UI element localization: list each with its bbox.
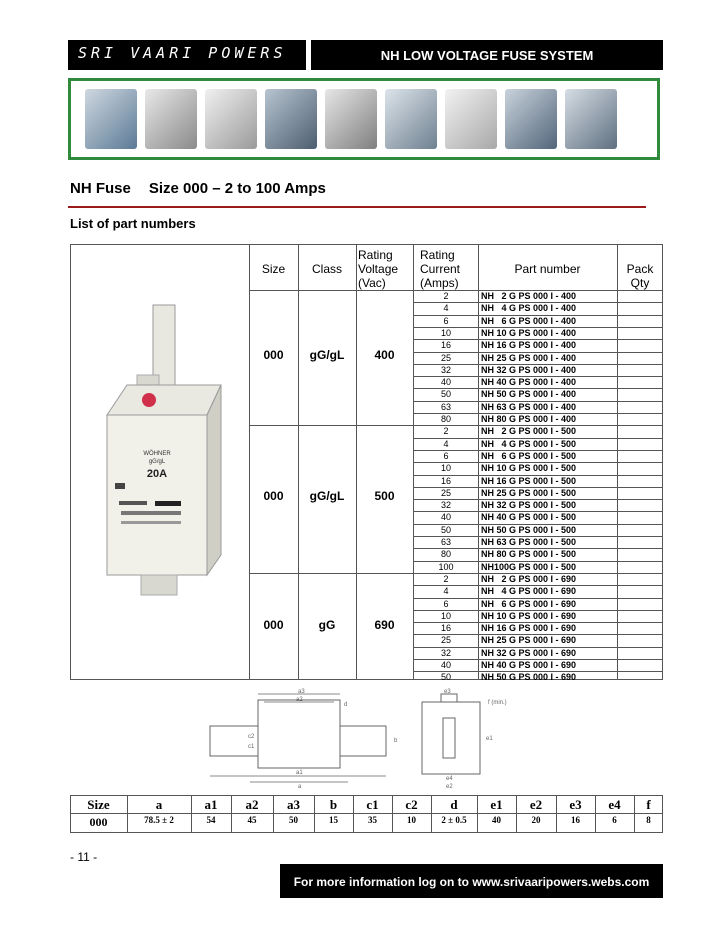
col-divider [356, 244, 357, 680]
dimension-value: 50 [289, 815, 298, 825]
current-cell: 10 [440, 463, 451, 474]
current-cell: 25 [440, 635, 451, 646]
current-cell: 40 [440, 512, 451, 523]
svg-text:e2: e2 [446, 784, 453, 790]
current-cell: 100 [438, 561, 454, 572]
current-cell: 50 [440, 672, 451, 683]
part-number-cell: NH 40 G PS 000 I - 400 [481, 377, 577, 388]
svg-text:d: d [344, 702, 348, 708]
dimension-value: 40 [492, 815, 501, 825]
part-number-cell: NH 2 G PS 000 I - 500 [481, 426, 577, 437]
part-number-cell: NH 63 G PS 000 I - 500 [481, 537, 577, 547]
part-number-cell: NH 32 G PS 000 I - 400 [481, 364, 577, 375]
dimension-header: c2 [405, 797, 418, 812]
part-number-cell: NH 40 G PS 000 I - 500 [481, 512, 577, 523]
dimension-value: 6 [612, 815, 617, 825]
part-number-cell: NH 10 G PS 000 I - 500 [481, 463, 577, 474]
svg-text:f (min.): f (min.) [488, 700, 507, 706]
part-number-cell: NH 63 G PS 000 I - 400 [481, 401, 577, 412]
svg-text:WÖHNER: WÖHNER [143, 451, 171, 457]
svg-text:c1: c1 [248, 744, 255, 750]
svg-text:a: a [298, 784, 302, 790]
svg-text:gG/gL: gG/gL [148, 459, 166, 465]
current-cell: 40 [440, 377, 451, 388]
page-title [70, 180, 344, 197]
part-number-cell: NH 4 G PS 000 I - 500 [481, 438, 577, 449]
current-cell: 50 [440, 524, 451, 535]
product-photo [565, 89, 617, 149]
page-number: - 11 - [70, 850, 98, 864]
footer-link-text[interactable]: For more information log on to www.srivaaripowers.webs.com [293, 875, 650, 889]
part-number-cell: NH 32 G PS 000 I - 690 [481, 647, 577, 658]
group-divider [249, 425, 413, 426]
dimension-value: 000 [89, 815, 108, 829]
dimension-header: e1 [490, 797, 503, 812]
group-voltage-cell: 400 [374, 347, 395, 362]
group-divider [249, 290, 413, 291]
part-number-cell: NH 16 G PS 000 I - 500 [481, 475, 577, 486]
group-class-cell: gG [318, 618, 336, 633]
part-number-cell: NH 2 G PS 000 I - 400 [481, 291, 577, 301]
part-number-cell: NH 16 G PS 000 I - 400 [481, 340, 577, 351]
col-divider [298, 244, 299, 680]
dimension-value: 35 [368, 815, 377, 825]
part-number-cell: NH 80 G PS 000 I - 400 [481, 414, 577, 424]
product-photo [385, 89, 437, 149]
dimension-value: 2 ± 0.5 [441, 815, 467, 825]
dimension-value: 15 [329, 815, 338, 825]
dimension-header: c1 [366, 797, 379, 812]
part-number-cell: NH 16 G PS 000 I - 690 [481, 623, 577, 634]
current-cell: 6 [443, 598, 449, 609]
current-cell: 10 [440, 610, 451, 621]
header-current: Rating Current (Amps) [420, 248, 461, 290]
current-cell: 4 [443, 438, 449, 449]
current-cell: 16 [440, 475, 451, 486]
svg-text:a2: a2 [296, 697, 303, 703]
dimension-value: 20 [531, 815, 541, 825]
dimension-header: e3 [569, 797, 582, 812]
group-size-cell: 000 [263, 618, 284, 633]
current-cell: 2 [443, 291, 449, 301]
svg-text:a3: a3 [298, 689, 305, 695]
dimension-value: 16 [571, 815, 580, 825]
part-number-cell: NH 6 G PS 000 I - 400 [481, 315, 577, 326]
current-cell: 40 [440, 660, 451, 670]
group-class-cell: gG/gL [309, 347, 345, 362]
part-number-cell: NH 50 G PS 000 I - 500 [481, 524, 577, 535]
dimension-header: a2 [245, 797, 259, 812]
current-cell: 6 [443, 450, 449, 461]
svg-text:e3: e3 [444, 689, 451, 695]
current-cell: 32 [440, 500, 451, 511]
svg-text:e1: e1 [486, 736, 493, 742]
brand-logo: SRI VAARI POWERS [78, 44, 287, 62]
current-cell: 80 [440, 414, 451, 424]
dimension-value: 45 [247, 815, 257, 825]
dimension-header: b [329, 797, 338, 812]
current-cell: 63 [440, 537, 451, 547]
group-size-cell: 000 [263, 347, 284, 362]
current-cell: 25 [440, 352, 451, 363]
svg-text:20A: 20A [146, 468, 168, 480]
part-number-cell: NH 25 G PS 000 I - 690 [481, 635, 577, 646]
dimension-value: 8 [646, 815, 651, 825]
svg-text:b: b [394, 738, 398, 744]
group-voltage-cell: 500 [374, 489, 395, 504]
dimension-header: f [646, 797, 651, 812]
current-cell: 63 [440, 401, 451, 412]
title-size: Size 000 – 2 to 100 Amps [148, 180, 326, 197]
current-cell: 32 [440, 647, 451, 658]
current-cell: 80 [440, 549, 451, 560]
title-label: NH Fuse [70, 180, 131, 197]
part-number-cell: NH 2 G PS 000 I - 690 [481, 573, 577, 584]
current-cell: 32 [440, 364, 451, 375]
current-cell: 4 [443, 586, 449, 597]
current-cell: 50 [440, 389, 451, 400]
dimension-value: 10 [407, 815, 416, 825]
group-divider [249, 573, 413, 574]
current-cell: 16 [440, 623, 451, 634]
product-photo [205, 89, 257, 149]
current-cell: 25 [440, 487, 451, 498]
current-cell: 6 [443, 315, 449, 326]
current-cell: 10 [440, 327, 451, 338]
part-number-cell: NH 32 G PS 000 I - 500 [481, 500, 577, 511]
product-banner [68, 78, 660, 160]
part-number-cell: NH 25 G PS 000 I - 400 [481, 352, 577, 363]
part-number-cell: NH 6 G PS 000 I - 500 [481, 450, 577, 461]
group-voltage-cell: 690 [374, 618, 395, 633]
dimension-header: a3 [287, 797, 300, 812]
part-number-cell: NH 6 G PS 000 I - 690 [481, 598, 577, 609]
product-photo [445, 89, 497, 149]
current-cell: 4 [443, 303, 449, 314]
part-number-cell: NH 50 G PS 000 I - 690 [481, 672, 577, 683]
dimension-header: Size [87, 797, 110, 812]
current-cell: 16 [440, 340, 451, 351]
header-size: Size [261, 262, 286, 276]
dimension-header: a1 [204, 797, 218, 812]
product-photo [505, 89, 557, 149]
header-pack-qty: Pack Qty [626, 262, 654, 290]
group-class-cell: gG/gL [309, 489, 345, 504]
dimension-header: e4 [608, 797, 621, 812]
col-divider [249, 244, 250, 680]
part-number-cell: NH 4 G PS 000 I - 690 [481, 586, 577, 597]
dimension-header: e2 [529, 797, 543, 812]
dimension-header: d [450, 797, 458, 812]
product-photo [85, 89, 137, 149]
dimension-value: 78.5 ± 2 [144, 815, 174, 825]
part-number-cell: NH 40 G PS 000 I - 690 [481, 660, 577, 670]
dimension-drawing [208, 688, 538, 792]
group-size-cell: 000 [263, 489, 284, 504]
header-voltage: Rating Voltage (Vac) [358, 248, 399, 290]
product-photo [265, 89, 317, 149]
svg-text:c2: c2 [248, 734, 255, 740]
dimension-value: 54 [206, 815, 216, 825]
header-class: Class [311, 262, 342, 276]
part-number-cell: NH 50 G PS 000 I - 400 [481, 389, 577, 400]
svg-text:e4: e4 [446, 776, 453, 782]
part-number-cell: NH100G PS 000 I - 500 [481, 561, 577, 572]
title-rule [68, 206, 646, 208]
svg-text:a1: a1 [296, 770, 303, 776]
part-number-cell: NH 10 G PS 000 I - 400 [481, 327, 577, 338]
header-title: NH LOW VOLTAGE FUSE SYSTEM [380, 48, 594, 63]
part-number-cell: NH 80 G PS 000 I - 500 [481, 549, 577, 560]
product-photo [325, 89, 377, 149]
section-subtitle: List of part numbers [70, 216, 196, 231]
dimension-header: a [155, 797, 163, 812]
current-cell: 2 [443, 426, 449, 437]
part-number-cell: NH 10 G PS 000 I - 690 [481, 610, 577, 621]
header-part-number: Part number [514, 262, 581, 276]
part-number-cell: NH 25 G PS 000 I - 500 [481, 487, 577, 498]
dimension-row-divider [70, 813, 663, 814]
fuse-image [71, 245, 249, 679]
product-photo [145, 89, 197, 149]
part-number-cell: NH 4 G PS 000 I - 400 [481, 303, 577, 314]
current-cell: 2 [443, 573, 449, 584]
